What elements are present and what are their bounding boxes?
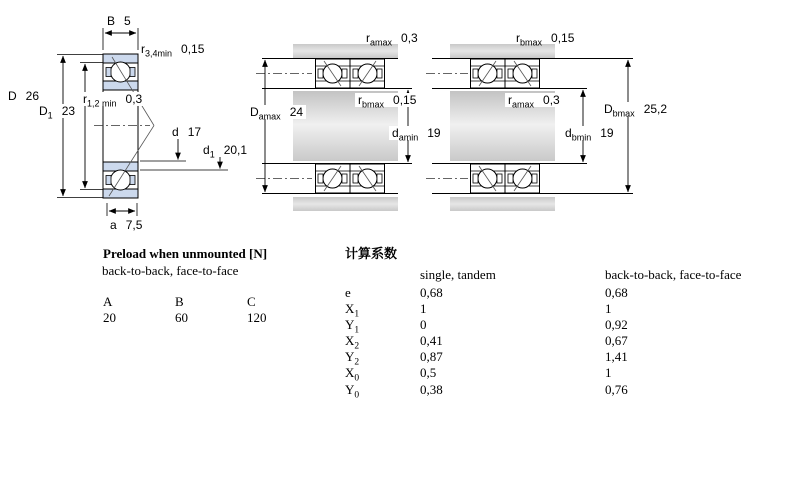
- factor-row-value: 0,87: [420, 349, 443, 364]
- preload-subtitle: back-to-back, face-to-face: [102, 263, 239, 278]
- drawing-single-bearing: [57, 28, 228, 216]
- ball: [111, 170, 131, 190]
- factor-row-label: e: [345, 285, 351, 300]
- factor-row-label: $Y_1$: [345, 317, 360, 336]
- dim-label-ramax: $r_{amax}$ 0,3: [366, 31, 418, 48]
- dim-label-d1: $d_1$ 20,1: [200, 143, 250, 157]
- factor-row-value: 1: [605, 301, 612, 316]
- factor-row-value: 0,67: [605, 333, 628, 348]
- dim-label-Dbmax: $D_{bmax}$ 25,2: [601, 102, 670, 116]
- factors-title: 计算系数: [345, 246, 398, 261]
- factor-row-label: $X_1$: [345, 301, 360, 320]
- factor-row-label: $Y_2$: [345, 349, 360, 368]
- preload-value-B: 60: [175, 310, 188, 325]
- preload-col-B: B: [175, 294, 184, 309]
- preload-value-C: 120: [247, 310, 267, 325]
- housing-section: [450, 197, 555, 211]
- factor-row-value: 0,38: [420, 382, 443, 397]
- factor-row-value: 1: [420, 301, 427, 316]
- dim-label-r34min: $r_{3,4min}$ 0,15: [141, 42, 205, 59]
- housing-section: [293, 197, 398, 211]
- factor-row-label: $X_2$: [345, 333, 360, 352]
- preload-title: Preload when unmounted [N]: [103, 246, 268, 261]
- dim-label-r12min: $r_{1,2 min}$ 0,3: [80, 92, 145, 106]
- dim-label-rbmax: $r_{bmax}$ 0,15: [355, 93, 419, 107]
- factor-row-value: 0,76: [605, 382, 628, 397]
- preload-value-A: 20: [103, 310, 116, 325]
- factor-row-value: 0,5: [420, 365, 437, 380]
- factor-row-label: $X_0$: [345, 365, 360, 384]
- factor-row-value: 0,68: [420, 285, 443, 300]
- dim-label-damin: $d_{amin}$ 19: [389, 126, 444, 140]
- factors-col-back-to-back: back-to-back, face-to-face: [605, 267, 742, 282]
- factor-row-value: 1,41: [605, 349, 628, 364]
- dim-label-a: a 7,5: [110, 218, 143, 232]
- factor-row-value: 0,92: [605, 317, 628, 332]
- dim-label-d: d 17: [172, 125, 202, 139]
- ball: [111, 62, 131, 82]
- dim-label-rbmax-right: $r_{bmax}$ 0,15: [516, 31, 575, 48]
- factor-row-value: 0,68: [605, 285, 628, 300]
- factor-row-value: 0: [420, 317, 427, 332]
- dim-label-dbmin: $d_{bmin}$ 19: [562, 126, 617, 140]
- dim-label-D: D 26: [8, 89, 40, 103]
- factor-row-value: 1: [605, 365, 612, 380]
- dim-label-ramax-right: $r_{amax}$ 0,3: [505, 93, 563, 107]
- dim-label-B: B 5: [107, 14, 131, 28]
- factors-col-single-tandem: single, tandem: [420, 267, 496, 282]
- dim-label-D1: $D_1$ 23: [36, 104, 78, 118]
- factor-row-value: 0,41: [420, 333, 443, 348]
- factor-row-label: $Y_0$: [345, 382, 360, 401]
- preload-col-C: C: [247, 294, 256, 309]
- preload-col-A: A: [103, 294, 113, 309]
- dim-label-Damax: $D_{amax}$ 24: [247, 105, 306, 119]
